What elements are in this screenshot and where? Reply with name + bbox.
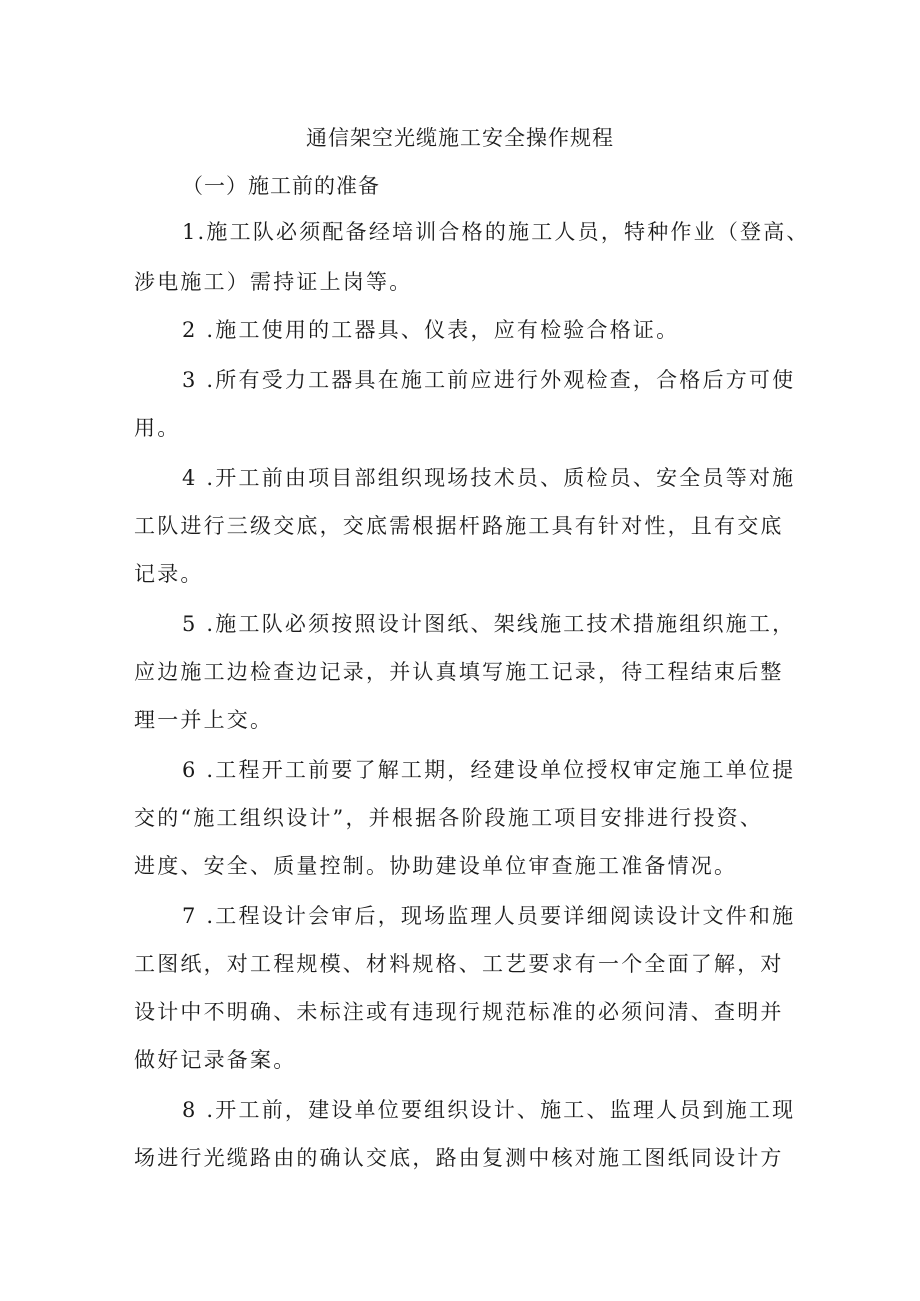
paragraph-line: 记录。 (134, 562, 204, 586)
section-heading: （一）施工前的准备 (182, 174, 380, 198)
paragraph-line: 应边施工边检查边记录，并认真填写施工记录，待工程结束后整 (134, 660, 784, 684)
paragraph-line: 6 .工程开工前要了解工期，经建设单位授权审定施工单位提 (182, 758, 796, 782)
paragraph-line: 做好记录备案。 (134, 1048, 297, 1072)
paragraph-line: 用。 (134, 416, 181, 440)
paragraph-line: 工队进行三级交底，交底需根据杆路施工具有针对性，且有交底 (134, 514, 784, 538)
paragraph-line: 场进行光缆路由的确认交底，路由复测中核对施工图纸同设计方 (134, 1146, 784, 1170)
paragraph-line: 2 .施工使用的工器具、仪表，应有检验合格证。 (182, 318, 680, 342)
paragraph-line: 交的“施工组织设计”，并根据各阶段施工项目安排进行投资、 (134, 806, 764, 830)
paragraph-line: 进度、安全、质量控制。协助建设单位审查施工准备情况。 (134, 854, 738, 878)
paragraph-line: 7 .工程设计会审后，现场监理人员要详细阅读设计文件和施 (182, 904, 796, 928)
paragraph-line: 1.施工队必须配备经培训合格的施工人员，特种作业（登高、 (182, 220, 810, 244)
paragraph-line: 涉电施工）需持证上岗等。 (134, 270, 413, 294)
paragraph-line: 3 .所有受力工器具在施工前应进行外观检查，合格后方可使 (182, 368, 796, 392)
paragraph-line: 8 .开工前，建设单位要组织设计、施工、监理人员到施工现 (182, 1098, 796, 1122)
paragraph-line: 设计中不明确、未标注或有违现行规范标准的必须问清、查明并 (134, 1000, 784, 1024)
document-title: 通信架空光缆施工安全操作规程 (306, 126, 614, 150)
paragraph-line: 理一并上交。 (134, 708, 274, 732)
paragraph-line: 4 .开工前由项目部组织现场技术员、质检员、安全员等对施 (182, 466, 796, 490)
paragraph-line: 工图纸，对工程规模、材料规格、工艺要求有一个全面了解，对 (134, 952, 784, 976)
paragraph-line: 5 .施工队必须按照设计图纸、架线施工技术措施组织施工， (182, 612, 796, 636)
